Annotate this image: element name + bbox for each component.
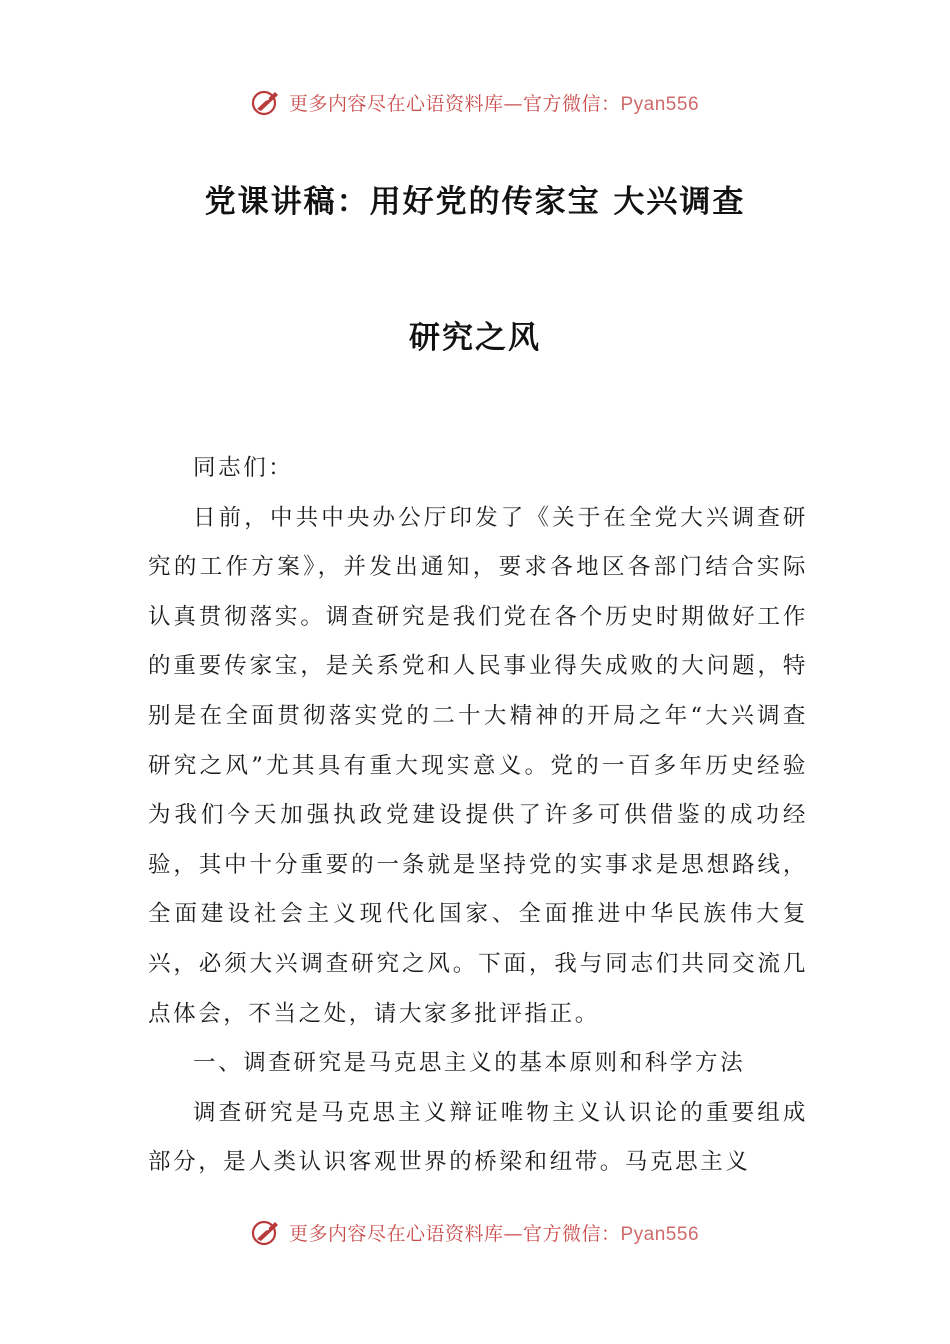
paragraph-2: 调查研究是马克思主义辩证唯物主义认识论的重要组成部分，是人类认识客观世界的桥梁和纽带。马克思主义: [148, 1099, 808, 1176]
watermark-wechat-id: Pyan556: [620, 1223, 700, 1245]
section-1-heading: 一、调查研究是马克思主义的基本原则和科学方法: [193, 1050, 746, 1077]
watermark-wechat-id: Pyan556: [620, 93, 700, 115]
pen-circle-logo-icon: [251, 1217, 281, 1247]
document-title-line-1: 党课讲稿：用好党的传家宝 大兴调查: [204, 184, 746, 220]
pen-circle-logo-icon: [251, 87, 281, 117]
document-body: [148, 444, 808, 1188]
header-watermark: [0, 82, 950, 122]
greeting: 同志们：: [193, 455, 294, 481]
document-title-line-2: 研究之风: [409, 320, 541, 356]
paragraph-1: 日前，中共中央办公厅印发了《关于在全党大兴调查研究的工作方案》，并发出通知，要求各地区各部门结合实际认真贯彻落实。调查研究是我们党在各个历史时期做好工作的重要传家宝，是关系党和人民事业得失成败的大问题，特别是在全面贯彻落实党的二十大精神的开局之年“大兴调查研究之风”尤其具有重大现实意义。党的一百多年历史经验为我们今天加强执政党建设提供了许多可供借鉴的成功经验，其中十分重要的一条就是坚持党的实事求是思想路线，全面建设社会主义现代化国家、全面推进中华民族伟大复兴，必须大兴调查研究之风。下面，我与同志们共同交流几点体会，不当之处，请大家多批评指正。: [148, 504, 808, 1027]
watermark-text: 更多内容尽在心语资料库—官方微信：Pyan556: [288, 92, 700, 115]
watermark-text: 更多内容尽在心语资料库—官方微信：Pyan556: [288, 1222, 700, 1245]
footer-watermark: [0, 1212, 950, 1252]
